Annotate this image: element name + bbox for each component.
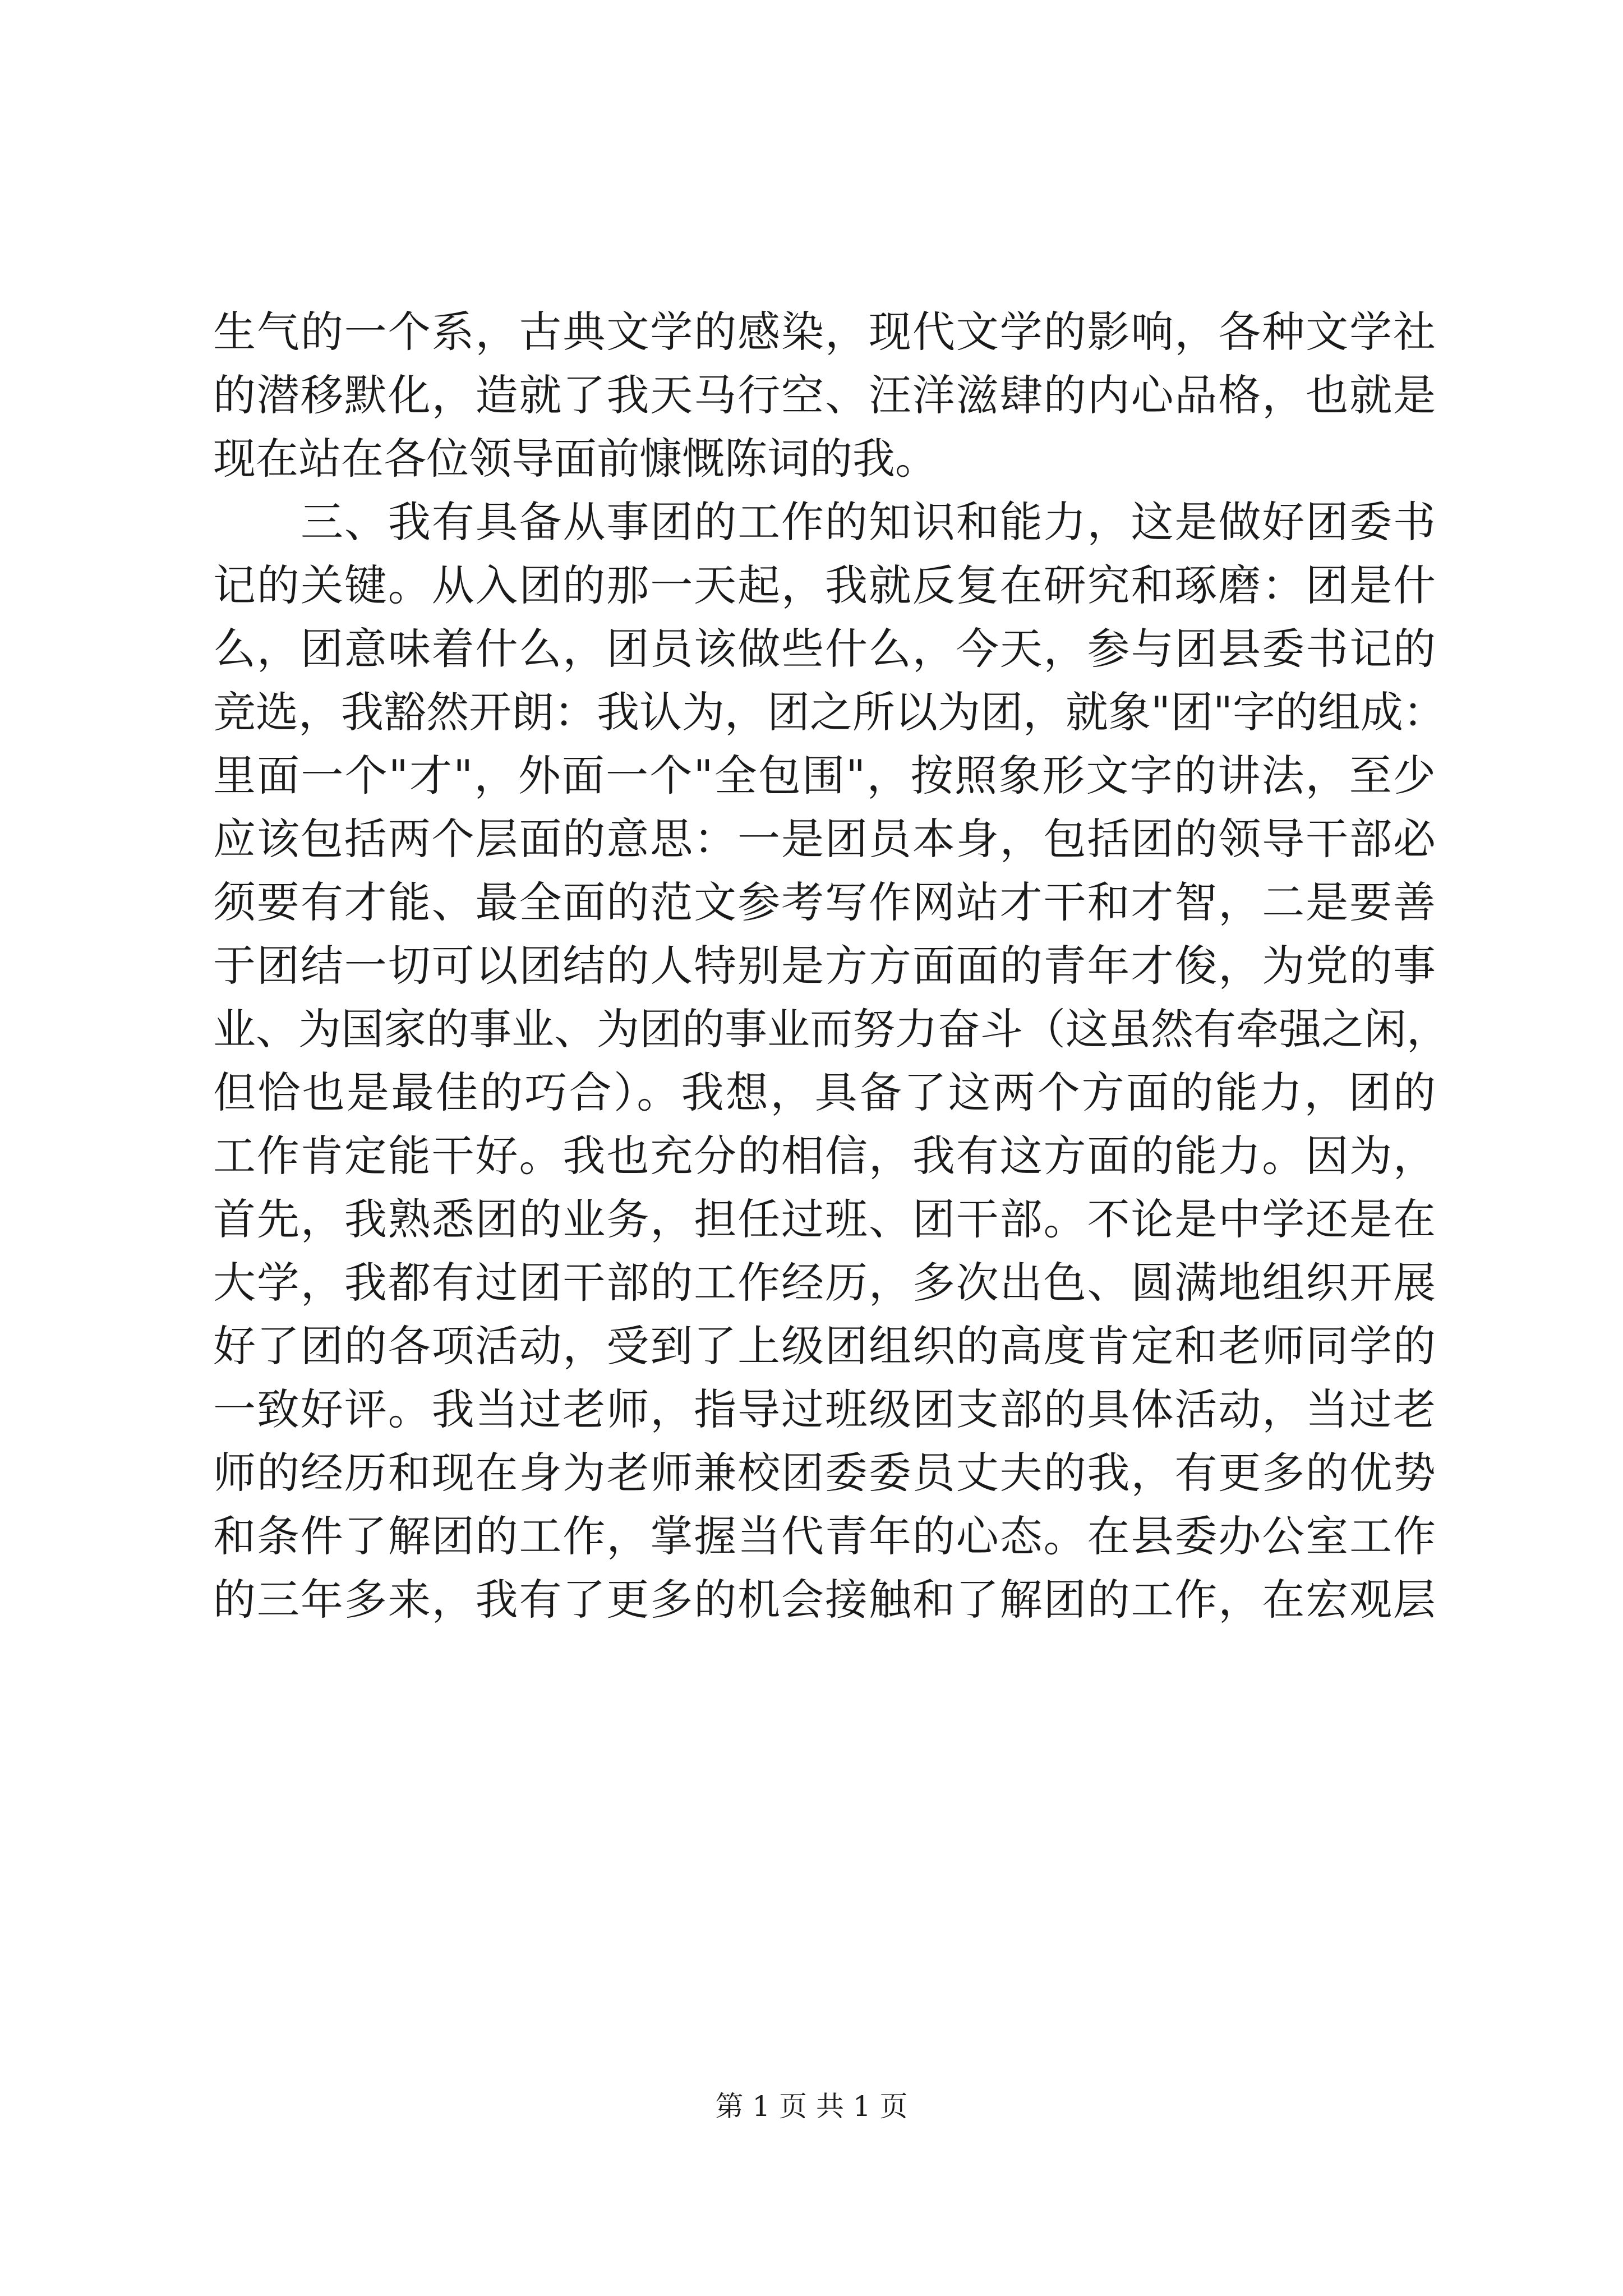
text-line: 的潜移默化，造就了我天马行空、汪洋滋肆的内心品格，也就是 bbox=[213, 370, 1436, 420]
text-line: 业、为国家的事业、为团的事业而努力奋斗（这虽然有牵强之闲， bbox=[213, 1004, 1449, 1054]
text-line: 里面一个"才"，外面一个"全包围"，按照象形文字的讲法，至少 bbox=[213, 751, 1436, 800]
body-text bbox=[213, 300, 1449, 1631]
text-line: 好了团的各项活动，受到了上级团组织的高度肯定和老师同学的 bbox=[213, 1321, 1436, 1371]
page-number-label: 第 1 页 共 1 页 bbox=[715, 2090, 908, 2123]
text-line: 么，团意味着什么，团员该做些什么，今天，参与团县委书记的 bbox=[213, 624, 1436, 674]
text-line: 须要有才能、最全面的范文参考写作网站才干和才智，二是要善 bbox=[213, 877, 1436, 927]
text-line: 三、我有具备从事团的工作的知识和能力，这是做好团委书 bbox=[301, 497, 1436, 547]
text-line: 师的经历和现在身为老师兼校团委委员丈夫的我，有更多的优势 bbox=[213, 1448, 1436, 1498]
text-line: 生气的一个系，古典文学的感染，现代文学的影响，各种文学社 bbox=[213, 307, 1436, 357]
text-line: 应该包括两个层面的意思：一是团员本身，包括团的领导干部必 bbox=[213, 814, 1436, 864]
text-line: 工作肯定能干好。我也充分的相信，我有这方面的能力。因为， bbox=[213, 1131, 1436, 1181]
text-line: 但恰也是最佳的巧合）。我想，具备了这两个方面的能力，团的 bbox=[213, 1068, 1436, 1117]
text-line: 一致好评。我当过老师，指导过班级团支部的具体活动，当过老 bbox=[213, 1384, 1436, 1434]
text-line: 大学，我都有过团干部的工作经历，多次出色、圆满地组织开展 bbox=[213, 1258, 1436, 1308]
text-line: 现在站在各位领导面前慷慨陈词的我。 bbox=[213, 434, 938, 484]
text-line: 首先，我熟悉团的业务，担任过班、团干部。不论是中学还是在 bbox=[213, 1194, 1436, 1244]
text-line: 的三年多来，我有了更多的机会接触和了解团的工作，在宏观层 bbox=[213, 1575, 1436, 1625]
text-line: 于团结一切可以团结的人特别是方方面面的青年才俊，为党的事 bbox=[213, 941, 1436, 991]
text-line: 记的关键。从入团的那一天起，我就反复在研究和琢磨：团是什 bbox=[213, 560, 1436, 610]
text-line: 和条件了解团的工作，掌握当代青年的心态。在县委办公室工作 bbox=[213, 1511, 1436, 1561]
text-line: 竞选，我豁然开朗：我认为，团之所以为团，就象"团"字的组成： bbox=[213, 687, 1446, 737]
page-footer bbox=[0, 2090, 1623, 2123]
